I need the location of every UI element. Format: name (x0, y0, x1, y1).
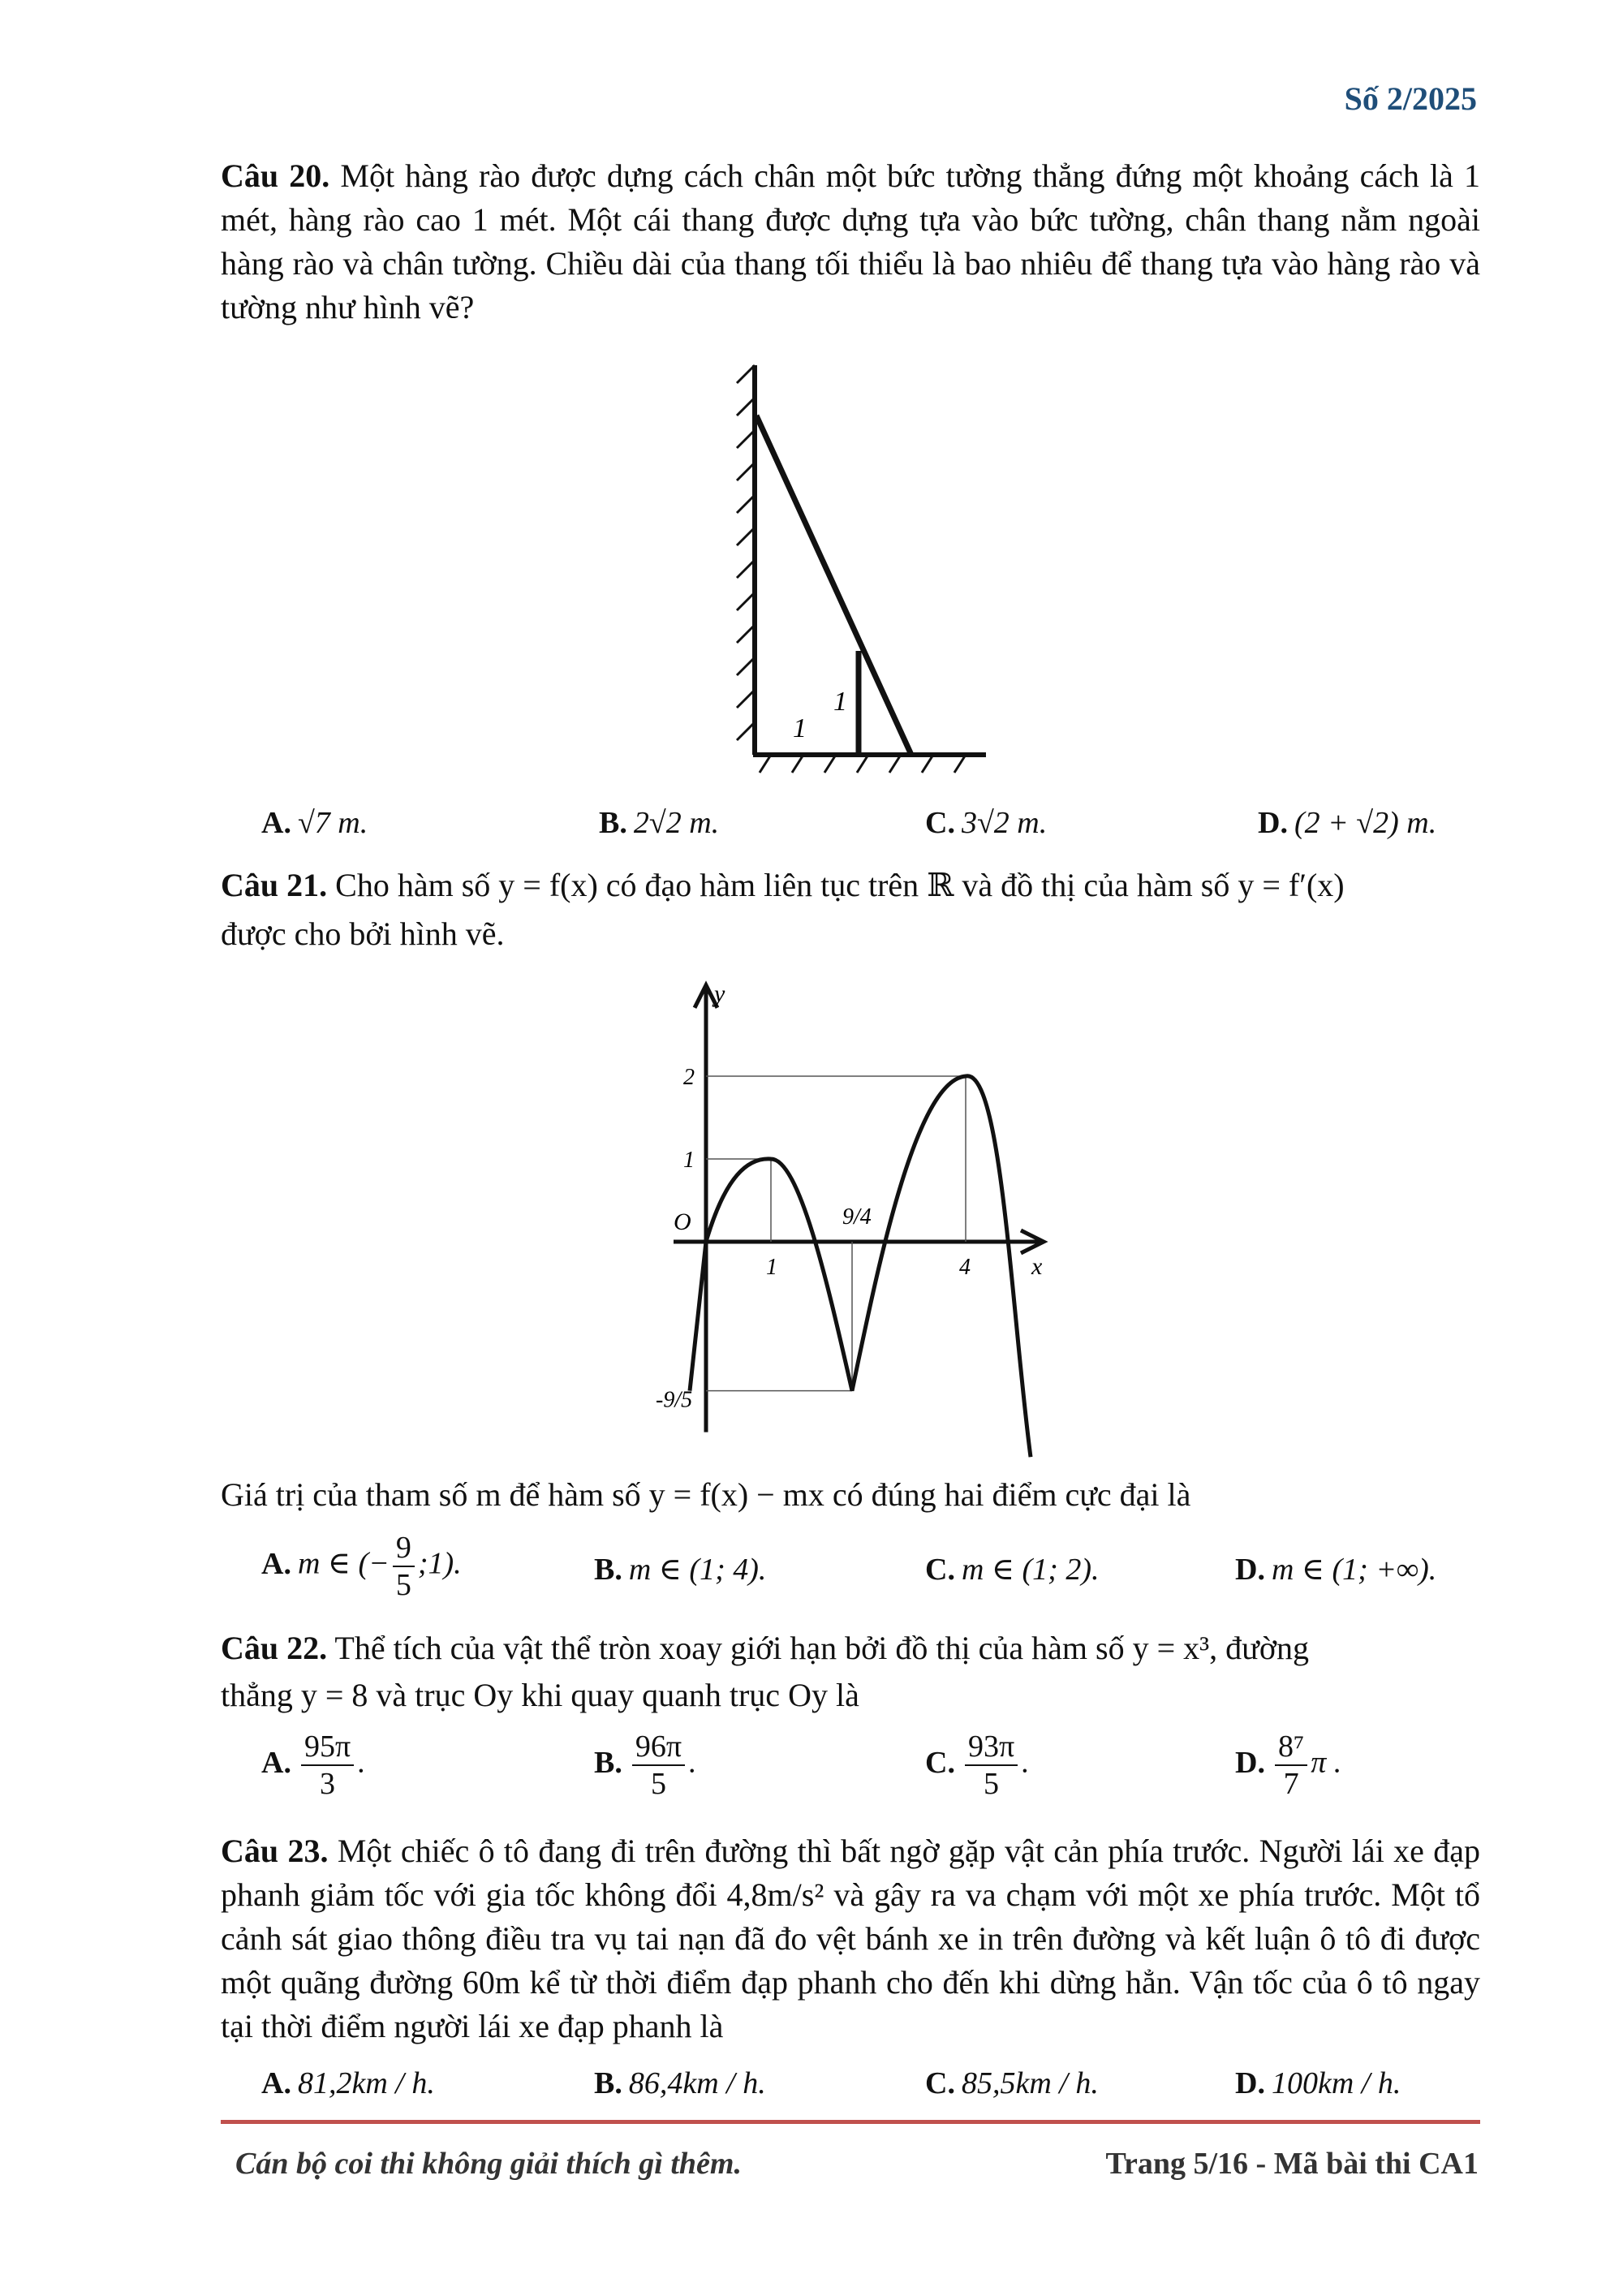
q23-option-c[interactable]: C. 85,5km / h. (925, 2066, 1099, 2100)
question-20-text: Một hàng rào được dựng cách chân một bức tường thẳng đứng một khoảng cách là 1 mét, hàng rào cao 1 mét. Một cái thang được dựng tựa vào bức tường, chân thang nằm ngoài hàng rào và chân tường. Chiều dài của thang tối thiểu là bao nhiêu để thang tựa vào hàng rào và tường như hình vẽ? (221, 157, 1480, 325)
origin-label: O (674, 1208, 691, 1235)
x-label-9-4: 9/4 (842, 1204, 872, 1230)
fence-distance-label: 1 (793, 713, 807, 743)
q20-option-b[interactable]: B. 2√2 m. (599, 806, 720, 840)
ground-hatching (760, 755, 966, 773)
question-21-prompt: Giá trị của tham số m để hàm số y = f(x) − mx có đúng hai điểm cực đại là (221, 1476, 1191, 1513)
q22-option-c[interactable]: C. $\frac{93\pi}{5}$ . (925, 1730, 1029, 1801)
q20-option-d[interactable]: D. (2 + √2) m. (1258, 806, 1437, 840)
footer-page-info: Trang 5/16 - Mã bài thi CA1 (1105, 2147, 1479, 2181)
question-21-text1: Cho hàm số y = f(x) có đạo hàm liên tục trên ℝ và đồ thị của hàm số y = f′(x) (335, 867, 1345, 903)
q20-option-c[interactable]: C. 3√2 m. (925, 806, 1048, 840)
question-21 (221, 864, 1480, 956)
q21-options (0, 1530, 1623, 1611)
q21-option-c[interactable]: C. m ∈ (1; 2). (925, 1553, 1100, 1587)
x-axis-label: x (1031, 1253, 1043, 1280)
q21-option-a[interactable]: A. m ∈ (− $\frac{9}{5}$ ;1). (261, 1531, 462, 1602)
q23-option-b[interactable]: B. 86,4km / h. (594, 2066, 766, 2100)
question-22-text2: thẳng y = 8 và trục Oy khi quay quanh trục Oy là (221, 1677, 859, 1713)
q22-option-a[interactable]: A. $\frac{95\pi}{3}$ . (261, 1730, 365, 1801)
issue-number: Số 2/2025 (1344, 80, 1477, 117)
y-tick-1: 1 (683, 1148, 695, 1173)
derivative-curve (690, 1076, 1031, 1457)
question-20 (221, 154, 1480, 330)
question-21-text2: được cho bởi hình vẽ. (221, 915, 505, 952)
q21-option-d[interactable]: D. m ∈ (1; +∞). (1235, 1553, 1437, 1587)
ladder-figure (714, 349, 1006, 787)
q22-option-d[interactable]: D. $\frac{\text{8⁷}}{7}$ π . (1235, 1730, 1342, 1801)
q21-option-b[interactable]: B. m ∈ (1; 4). (594, 1553, 767, 1587)
wall-hatching (737, 365, 755, 740)
question-23-text: Một chiếc ô tô đang đi trên đường thì bất ngờ gặp vật cản phía trước. Người lái xe đạp phanh giảm tốc với gia tốc không đổi 4,8m/s² và gây ra va chạm với một xe phía trước. Một tổ cảnh sát giao thông điều tra vụ tai nạn đã đo vệt bánh xe in trên đường và kết luận ô tô đi được một quãng đường 60m kể từ thời điểm đạp phanh cho đến khi dừng hẳn. Vận tốc của ô tô ngay tại thời điểm người lái xe đạp phanh là (221, 1833, 1480, 2044)
question-23 (221, 1829, 1480, 2048)
x-tick-4: 4 (959, 1255, 971, 1280)
q20-option-a[interactable]: A. √7 m. (261, 806, 368, 840)
footer-note: Cán bộ coi thi không giải thích gì thêm. (235, 2147, 742, 2181)
q23-options (0, 2066, 1623, 2114)
question-22 (221, 1626, 1480, 1717)
fence-height-label: 1 (833, 687, 847, 717)
question-20-label: Câu 20. (221, 157, 330, 194)
derivative-graph (633, 962, 1169, 1465)
q20-options (0, 805, 1623, 854)
q23-option-d[interactable]: D. 100km / h. (1235, 2066, 1401, 2100)
question-22-label: Câu 22. (221, 1630, 328, 1666)
question-23-label: Câu 23. (221, 1833, 329, 1869)
question-22-text1: Thể tích của vật thể tròn xoay giới hạn bởi đồ thị của hàm số y = x³, đường (334, 1630, 1309, 1666)
q23-option-a[interactable]: A. 81,2km / h. (261, 2066, 435, 2100)
y-tick-2: 2 (683, 1065, 695, 1090)
q22-options (0, 1729, 1623, 1818)
y-axis-label: y (714, 980, 725, 1007)
footer-divider (221, 2120, 1480, 2124)
q22-option-b[interactable]: B. $\frac{96\pi}{5}$ . (594, 1730, 696, 1801)
question-21-label: Câu 21. (221, 867, 328, 903)
x-tick-1: 1 (766, 1255, 777, 1280)
y-tick-neg-9-5: -9/5 (656, 1387, 693, 1413)
